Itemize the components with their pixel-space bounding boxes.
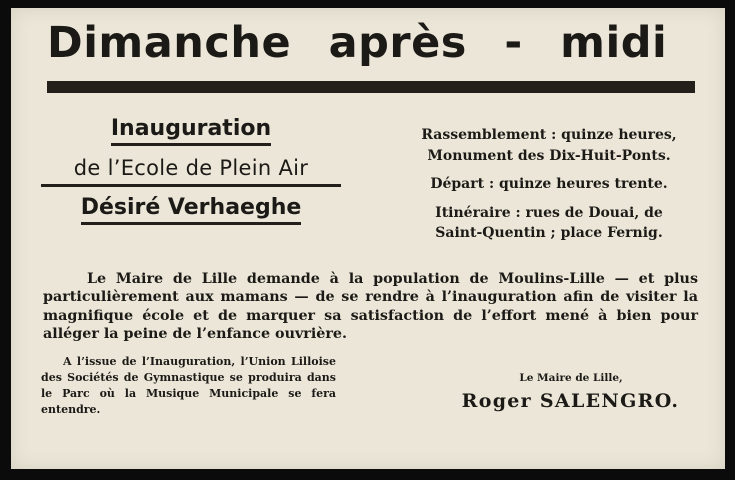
closing-note: A l’issue de l’Inauguration, l’Union Lilloise des Sociétés de Gymnastique se produira dans le Parc où la Musique Municipale se fera entendre.: [41, 355, 336, 416]
school-line: de l’Ecole de Plein Air: [41, 156, 341, 187]
schedule-line-route-end: Saint-Quentin ; place Fernig.: [435, 225, 663, 241]
signature-role: Le Maire de Lille,: [519, 372, 623, 384]
event-title: Inauguration: [111, 116, 271, 146]
schedule-line-assembly: Rassemblement : quinze heures,: [421, 127, 677, 143]
schedule-gap: [399, 166, 699, 174]
event-title-block: [41, 116, 341, 225]
signature-name: Roger SALENGRO.: [461, 390, 680, 412]
school-name: Désiré Verhaeghe: [81, 195, 302, 225]
appeal-paragraph: Le Maire de Lille demande à la population de Moulins-Lille — et plus particulièrement aux mamans — de se rendre à l’inauguration afin de visiter la magnifique école et de marquer sa satisfaction de l’effort mené à bien pour alléger la peine de l’enfance ouvrière.: [43, 271, 698, 343]
poster-sheet: [11, 8, 725, 469]
schedule-line-route: Itinéraire : rues de Douai, de: [435, 204, 663, 221]
headline: Dimanche après - midi: [47, 18, 668, 68]
schedule-gap: [399, 195, 699, 203]
schedule-line-location: Monument des Dix-Huit-Ponts.: [427, 147, 671, 164]
schedule-line-departure: Départ : quinze heures trente.: [430, 176, 668, 192]
schedule-block: [399, 125, 699, 244]
headline-rule: [47, 81, 695, 93]
